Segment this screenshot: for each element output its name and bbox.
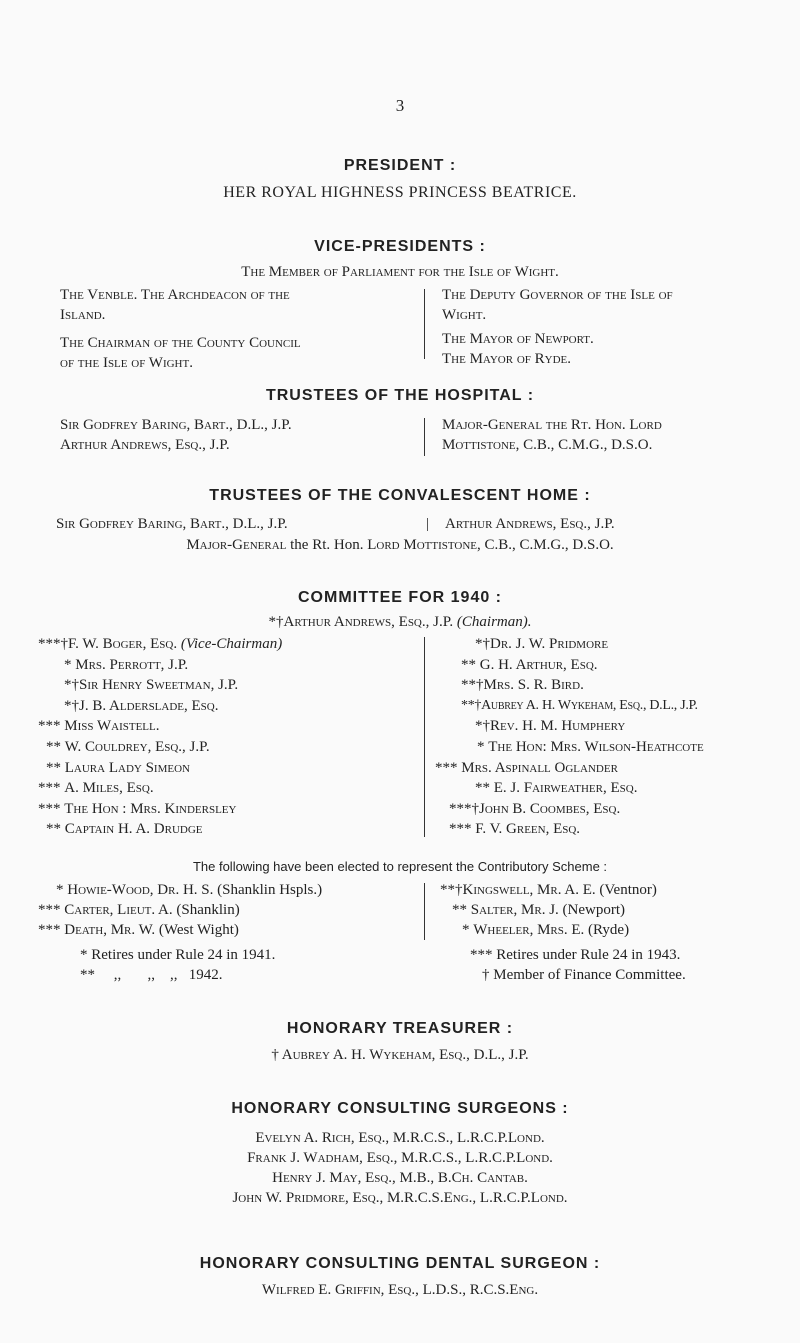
chair-name: Arthur Andrews, Esq., J.P. xyxy=(283,614,457,630)
trustees-home-line2 xyxy=(0,535,800,555)
vp-left-line: The Venble. The Archdeacon of the xyxy=(60,287,290,303)
chair-role: (Chairman). xyxy=(456,614,532,630)
footnote: *** Retires under Rule 24 in 1943. xyxy=(470,947,681,963)
trustees-home-title: the Rt. Hon. xyxy=(286,537,368,553)
contributory-member: ** Salter, Mr. J. (Newport) xyxy=(452,902,626,918)
trustees-hospital-right xyxy=(442,415,662,455)
page-number: 3 xyxy=(395,96,405,115)
trustees-hospital-heading: TRUSTEES OF THE HOSPITAL : xyxy=(265,387,535,404)
committee-member: **†Mrs. S. R. Bird. xyxy=(461,677,584,694)
trustees-home-heading: TRUSTEES OF THE CONVALESCENT HOME : xyxy=(209,487,591,504)
committee-member: ** Laura Lady Simeon xyxy=(46,759,190,776)
footnote: * Retires under Rule 24 in 1941. xyxy=(80,947,276,963)
chair-mark: *† xyxy=(268,614,284,630)
vice-presidents-left xyxy=(60,285,301,373)
committee-member: *†Rev. H. M. Humphery xyxy=(475,718,626,735)
contributory-member: * Wheeler, Mrs. E. (Ryde) xyxy=(462,922,630,938)
contributory-left xyxy=(38,880,323,940)
committee-member: *** Miss Waistell. xyxy=(38,718,160,735)
contributory-member: *** Death, Mr. W. (West Wight) xyxy=(38,922,239,938)
vp-left-line: The Chairman of the County Council xyxy=(60,335,301,351)
column-divider xyxy=(424,289,425,359)
surgeon-name: Evelyn A. Rich, Esq., M.R.C.S., L.R.C.P.Lond. xyxy=(255,1130,545,1146)
vp-left-line: of the Isle of Wight. xyxy=(60,355,193,371)
vp-right-line: The Mayor of Ryde. xyxy=(442,351,571,367)
surgeon-name: Frank J. Wadham, Esq., M.R.C.S., L.R.C.P.Lond. xyxy=(247,1150,553,1166)
trustees-home-lord: Lord Mottistone, C.B., C.M.G., D.S.O. xyxy=(367,537,614,553)
president-name: HER ROYAL HIGHNESS PRINCESS BEATRICE. xyxy=(223,184,577,201)
trustee-line: Major-General the Rt. Hon. Lord xyxy=(442,417,662,433)
committee-heading: COMMITTEE FOR 1940 : xyxy=(297,589,503,606)
trustees-home-sep: | xyxy=(426,516,430,532)
committee-member: ** W. Couldrey, Esq., J.P. xyxy=(46,738,210,755)
committee-member: *** F. V. Green, Esq. xyxy=(449,821,581,838)
surgeons-heading: HONORARY CONSULTING SURGEONS : xyxy=(231,1100,569,1117)
trustee-line: Mottistone, C.B., C.M.G., D.S.O. xyxy=(442,437,653,453)
surgeons-list xyxy=(0,1128,800,1208)
committee-member: *†Dr. J. W. Pridmore xyxy=(475,636,609,652)
contributory-intro: The following have been elected to represent the Contributory Scheme : xyxy=(192,859,608,874)
committee-member: ***†F. W. Boger, Esq. (Vice-Chairman) xyxy=(38,636,283,652)
vp-left-line: Island. xyxy=(60,307,106,323)
president-heading: PRESIDENT : xyxy=(343,157,457,174)
trustees-home-rank: Major-General xyxy=(186,537,287,553)
contributory-member: *** Carter, Lieut. A. (Shanklin) xyxy=(38,902,240,918)
committee-member: * Mrs. Perrott, J.P. xyxy=(64,656,189,673)
trustees-home-line1-left: Sir Godfrey Baring, Bart., D.L., J.P. xyxy=(56,516,288,532)
committee-member: *** Mrs. Aspinall Oglander xyxy=(435,759,618,776)
committee-member: ** G. H. Arthur, Esq. xyxy=(461,656,598,673)
committee-member: ***†John B. Coombes, Esq. xyxy=(449,800,621,817)
surgeon-name: John W. Pridmore, Esq., M.R.C.S.Eng., L.R.C.P.Lond. xyxy=(232,1190,568,1206)
contributory-right xyxy=(440,880,657,940)
contributory-notes-left xyxy=(80,945,275,985)
vice-presidents-member: The Member of Parliament for the Isle of Wight. xyxy=(241,264,559,280)
dental-heading: HONORARY CONSULTING DENTAL SURGEON : xyxy=(199,1255,601,1272)
vice-presidents-heading: VICE-PRESIDENTS : xyxy=(314,238,486,255)
dental-surgeon-name: Wilfred E. Griffin, Esq., L.D.S., R.C.S.Eng. xyxy=(261,1282,539,1298)
trustee-line: Arthur Andrews, Esq., J.P. xyxy=(60,437,230,453)
committee-left-column xyxy=(38,634,282,840)
committee-chairman xyxy=(0,612,800,632)
column-divider xyxy=(424,418,425,456)
committee-member: *†Sir Henry Sweetman, J.P. xyxy=(64,677,239,694)
committee-right-column xyxy=(435,634,704,840)
trustee-line: Sir Godfrey Baring, Bart., D.L., J.P. xyxy=(60,417,292,433)
footnote: ** ,, ,, ,, 1942. xyxy=(80,967,223,983)
column-divider xyxy=(424,637,425,837)
footnote: † Member of Finance Committee. xyxy=(482,967,686,983)
vp-right-line: Wight. xyxy=(442,307,487,323)
committee-member: *†J. B. Alderslade, Esq. xyxy=(64,697,219,714)
contributory-member: * Howie-Wood, Dr. H. S. (Shanklin Hspls.) xyxy=(56,882,323,898)
contributory-member: **†Kingswell, Mr. A. E. (Ventnor) xyxy=(440,882,657,898)
committee-member: **†Aubrey A. H. Wykeham, Esq., D.L., J.P. xyxy=(461,697,698,713)
treasurer-heading: HONORARY TREASURER : xyxy=(286,1020,514,1037)
column-divider xyxy=(424,883,425,940)
trustees-home-line1-right: Arthur Andrews, Esq., J.P. xyxy=(445,516,615,532)
vp-right-line: The Deputy Governor of the Isle of xyxy=(442,287,673,303)
committee-member: *** A. Miles, Esq. xyxy=(38,780,154,797)
contributory-notes-right xyxy=(470,945,686,985)
trustees-hospital-left xyxy=(60,415,292,455)
committee-member: *** The Hon : Mrs. Kindersley xyxy=(38,800,237,817)
vp-right-line: The Mayor of Newport. xyxy=(442,331,594,347)
surgeon-name: Henry J. May, Esq., M.B., B.Ch. Cantab. xyxy=(272,1170,528,1186)
committee-member: ** Captain H. A. Drudge xyxy=(46,821,203,838)
vice-presidents-right xyxy=(442,285,673,369)
treasurer-name: † Aubrey A. H. Wykeham, Esq., D.L., J.P. xyxy=(271,1047,529,1063)
committee-member: ** E. J. Fairweather, Esq. xyxy=(475,780,638,797)
committee-member: * The Hon: Mrs. Wilson-Heathcote xyxy=(477,738,704,755)
